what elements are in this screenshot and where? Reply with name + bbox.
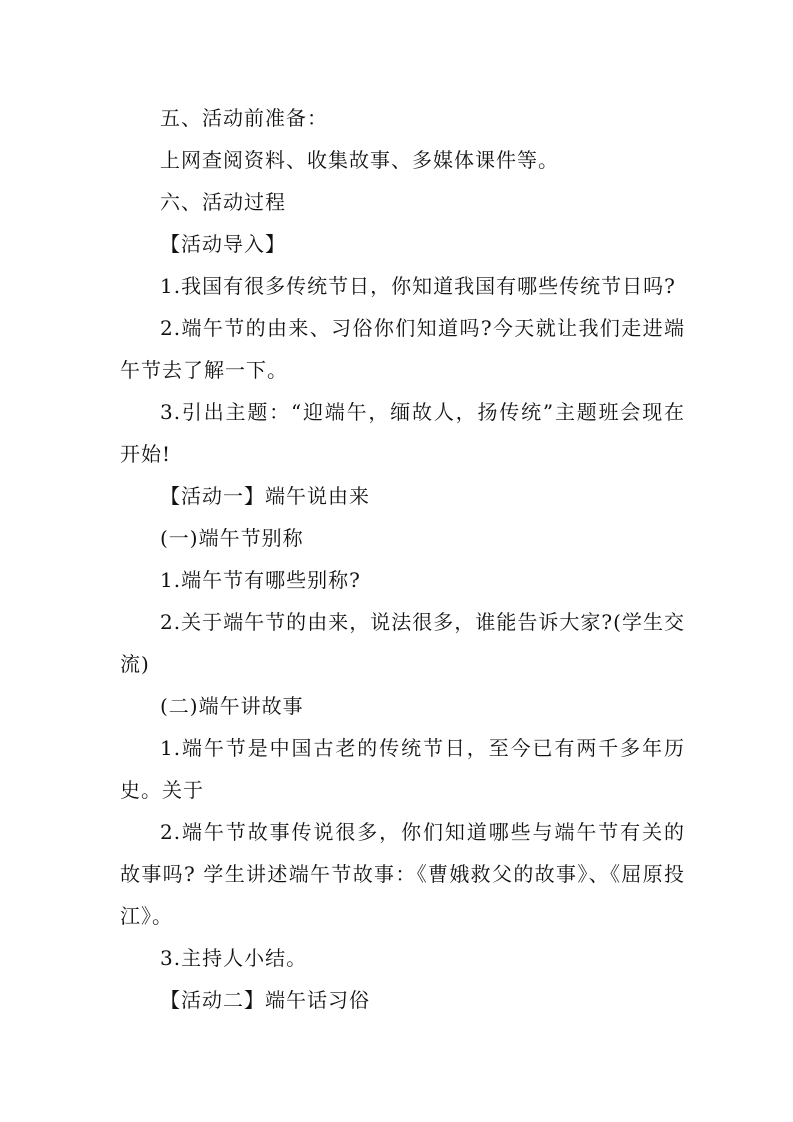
subheading-activity-one: 【活动一】端午说由来 bbox=[160, 484, 370, 508]
subheading-activity-intro: 【活动导入】 bbox=[160, 232, 286, 256]
document-page bbox=[120, 97, 685, 1021]
list-item-stories-1: 1.端午节是中国古老的传统节日，至今已有两千多年历史。关于 bbox=[120, 736, 685, 802]
list-item-intro-3: 3.引出主题：“迎端午，缅故人，扬传统”主题班会现在开始! bbox=[120, 400, 685, 466]
subheading-alias: (一)端午节别称 bbox=[160, 526, 304, 550]
list-item-alias-1: 1.端午节有哪些别称? bbox=[160, 568, 361, 592]
section-heading-preparation: 五、活动前准备： bbox=[160, 106, 328, 130]
list-item-stories-3: 3.主持人小结。 bbox=[160, 946, 308, 970]
section-heading-process: 六、活动过程 bbox=[160, 190, 286, 214]
subheading-activity-two: 【活动二】端午话习俗 bbox=[160, 988, 370, 1012]
subheading-stories: (二)端午讲故事 bbox=[160, 694, 304, 718]
list-item-intro-1: 1.我国有很多传统节日，你知道我国有哪些传统节日吗? bbox=[160, 274, 676, 298]
list-item-intro-2: 2.端午节的由来、习俗你们知道吗?今天就让我们走进端午节去了解一下。 bbox=[120, 316, 685, 382]
list-item-alias-2: 2.关于端午节的由来，说法很多，谁能告诉大家?(学生交流) bbox=[120, 610, 685, 676]
paragraph-preparation-items: 上网查阅资料、收集故事、多媒体课件等。 bbox=[160, 148, 559, 172]
list-item-stories-2: 2.端午节故事传说很多，你们知道哪些与端午节有关的故事吗? 学生讲述端午节故事：《曹娥救父的故事》、《屈原投江》。 bbox=[120, 820, 685, 928]
